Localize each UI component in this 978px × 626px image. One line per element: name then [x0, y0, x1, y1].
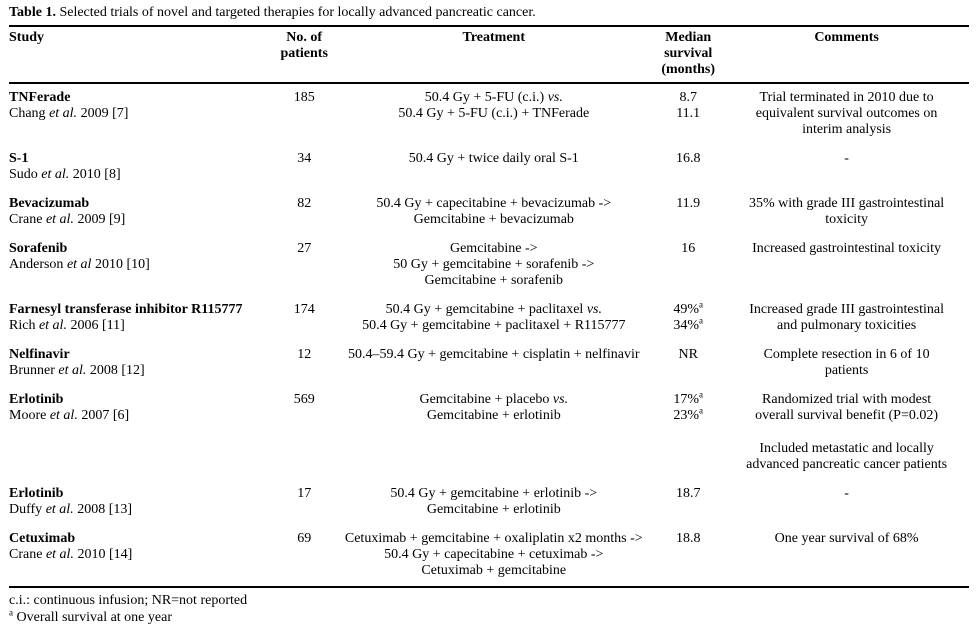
study-cell [9, 341, 273, 386]
table-row-bevacizumab [9, 190, 969, 235]
study-reference: Crane et al. 2010 [14] [9, 547, 133, 562]
study-reference: Crane et al. 2009 [9] [9, 212, 126, 227]
study-reference: Duffy et al. 2008 [13] [9, 502, 133, 517]
comments-cell [724, 83, 969, 145]
treatment-cell [335, 525, 652, 587]
patients-cell [273, 145, 335, 190]
treatment-line: Cetuximab + gemcitabine [421, 563, 567, 578]
treatment-line: Gemcitabine + placebo vs. [419, 392, 569, 407]
study-name: Bevacizumab [9, 196, 90, 211]
footnote-marker: a [699, 405, 704, 416]
patients-cell [273, 386, 335, 480]
treatment-cell [335, 480, 652, 525]
median-survival-cell [652, 386, 724, 480]
column-header-comments: Comments [724, 26, 969, 83]
comments-cell [724, 525, 969, 587]
patients-cell [273, 480, 335, 525]
study-name: Farnesyl transferase inhibitor R115777 [9, 302, 243, 317]
comments-cell [724, 341, 969, 386]
study-reference: Moore et al. 2007 [6] [9, 408, 130, 423]
treatment-line: Gemcitabine + sorafenib [424, 273, 564, 288]
footnote-overall-survival: $^a$ Overall survival at one year [9, 607, 172, 625]
treatment-cell [335, 386, 652, 480]
survival-value: 11.9 [676, 196, 701, 211]
comments-cell [724, 190, 969, 235]
treatment-cell [335, 341, 652, 386]
patients-count: 12 [297, 347, 312, 362]
study-reference: Brunner et al. 2008 [12] [9, 363, 145, 378]
table-title-text: Selected trials of novel and targeted therapies for locally advanced pancreatic cancer. [55, 5, 536, 20]
treatment-line: 50 Gy + gemcitabine + sorafenib -> [393, 257, 595, 272]
survival-value: 16 [681, 241, 696, 256]
treatment-line: Gemcitabine + bevacizumab [413, 212, 574, 227]
study-reference: Rich et al. 2006 [11] [9, 318, 125, 333]
table-header [9, 26, 969, 83]
comment-line: Complete resection in 6 of 10 [763, 347, 930, 362]
survival-value: 11.1 [676, 106, 701, 121]
survival-value: 18.7 [675, 486, 701, 501]
patients-count: 174 [293, 302, 315, 317]
treatment-cell [335, 190, 652, 235]
comment-line: 35% with grade III gastrointestinal [749, 196, 945, 211]
patients-count: 27 [297, 241, 312, 256]
median-survival-cell [652, 480, 724, 525]
study-cell [9, 480, 273, 525]
patients-count: 185 [293, 90, 315, 105]
comment-line: overall survival benefit (P=0.02) [755, 408, 939, 423]
treatment-line: Gemcitabine + erlotinib [426, 502, 561, 517]
comments-cell [724, 145, 969, 190]
table-row-nelfinavir [9, 341, 969, 386]
comment-line: One year survival of 68% [774, 531, 919, 546]
study-name: Erlotinib [9, 486, 64, 501]
comment-line: Increased grade III gastrointestinal [749, 302, 944, 317]
comment-line: advanced pancreatic cancer patients [746, 457, 948, 472]
comment-line: Increased gastrointestinal toxicity [752, 241, 942, 256]
table-row-sorafenib [9, 235, 969, 296]
study-name: TNFerade [9, 90, 71, 105]
treatment-line: 50.4 Gy + 5-FU (c.i.) + TNFerade [398, 106, 590, 121]
table-title-label: Table 1. [9, 5, 56, 20]
survival-value: NR [678, 347, 698, 362]
patients-cell [273, 190, 335, 235]
comment-line: Trial terminated in 2010 due to [759, 90, 934, 105]
treatment-line: 50.4 Gy + gemcitabine + paclitaxel + R115777 [362, 318, 626, 333]
patients-cell [273, 83, 335, 145]
median-survival-cell [652, 145, 724, 190]
study-name: Nelfinavir [9, 347, 70, 362]
treatment-cell [335, 296, 652, 341]
table-row-erlotinib-moore [9, 386, 969, 480]
survival-value: 34%$^a$ [673, 315, 704, 333]
comment-line: - [844, 486, 849, 501]
survival-value: 18.8 [675, 531, 701, 546]
median-survival-cell [652, 296, 724, 341]
footnote-abbreviations: c.i.: continuous infusion; NR=not reported [9, 593, 248, 608]
study-cell [9, 235, 273, 296]
column-header-median-survival: Median survival (months) [652, 26, 724, 83]
patients-cell [273, 235, 335, 296]
survival-value: 23%$^a$ [673, 405, 704, 423]
treatment-line: 50.4 Gy + capecitabine + bevacizumab -> [376, 196, 612, 211]
comments-cell [724, 235, 969, 296]
table-title [9, 3, 969, 25]
table-row-cetuximab [9, 525, 969, 587]
patients-count: 69 [297, 531, 312, 546]
comments-cell [724, 296, 969, 341]
treatment-line: Gemcitabine -> [449, 241, 538, 256]
survival-value: 16.8 [675, 151, 701, 166]
patients-count: 82 [297, 196, 312, 211]
survival-value: 8.7 [679, 90, 697, 105]
table-row-erlotinib-duffy [9, 480, 969, 525]
patients-cell [273, 525, 335, 587]
table-row-s1 [9, 145, 969, 190]
study-cell [9, 145, 273, 190]
table-row-tnferade [9, 83, 969, 145]
header-row [9, 26, 969, 83]
treatment-cell [335, 145, 652, 190]
study-cell [9, 525, 273, 587]
patients-cell [273, 341, 335, 386]
footnote-marker: a [699, 315, 704, 326]
comment-line: and pulmonary toxicities [776, 318, 917, 333]
comment-line: - [844, 151, 849, 166]
comment-line: interim analysis [802, 122, 892, 137]
column-header-treatment: Treatment [335, 26, 652, 83]
comment-line: Randomized trial with modest [762, 392, 932, 407]
survival-value: 49%$^a$ [673, 299, 704, 317]
study-cell [9, 386, 273, 480]
treatment-cell [335, 83, 652, 145]
column-header-study: Study [9, 26, 273, 83]
footnote-marker: a [699, 299, 704, 310]
treatment-line: 50.4 Gy + capecitabine + cetuximab -> [384, 547, 604, 562]
footnote-marker: a [699, 389, 704, 400]
comment-line: equivalent survival outcomes on [755, 106, 938, 121]
column-header-patients: No. of patients [273, 26, 335, 83]
treatment-line: 50.4 Gy + 5-FU (c.i.) vs. [424, 90, 563, 105]
study-reference: Anderson et al 2010 [10] [9, 257, 150, 272]
study-name: S-1 [9, 151, 29, 166]
median-survival-cell [652, 83, 724, 145]
median-survival-cell [652, 190, 724, 235]
study-cell [9, 83, 273, 145]
study-cell [9, 296, 273, 341]
comment-line: Included metastatic and locally [759, 441, 934, 456]
study-name: Erlotinib [9, 392, 64, 407]
trials-table [9, 25, 969, 588]
treatment-line: 50.4 Gy + gemcitabine + paclitaxel vs. [385, 302, 602, 317]
treatment-line: 50.4 Gy + gemcitabine + erlotinib -> [390, 486, 598, 501]
treatment-line: Gemcitabine + erlotinib [426, 408, 561, 423]
median-survival-cell [652, 341, 724, 386]
treatment-line: 50.4 Gy + twice daily oral S-1 [408, 151, 579, 166]
median-survival-cell [652, 235, 724, 296]
study-reference: Chang et al. 2009 [7] [9, 106, 129, 121]
treatment-line: 50.4–59.4 Gy + gemcitabine + cisplatin + nelfinavir [348, 347, 640, 362]
survival-value: 17%$^a$ [673, 389, 704, 407]
table-body [9, 83, 969, 587]
study-reference: Sudo et al. 2010 [8] [9, 167, 121, 182]
patients-cell [273, 296, 335, 341]
treatment-line: Cetuximab + gemcitabine + oxaliplatin x2 months -> [344, 531, 643, 546]
comments-cell [724, 386, 969, 480]
patients-count: 17 [297, 486, 312, 501]
median-survival-cell [652, 525, 724, 587]
patients-count: 569 [293, 392, 315, 407]
comment-line: patients [824, 363, 869, 378]
footnote-marker: a [9, 607, 13, 618]
study-cell [9, 190, 273, 235]
comment-line: toxicity [825, 212, 868, 227]
patients-count: 34 [297, 151, 312, 166]
study-name: Sorafenib [9, 241, 68, 256]
study-name: Cetuximab [9, 531, 76, 546]
table-row-r115777 [9, 296, 969, 341]
comments-cell [724, 480, 969, 525]
treatment-cell [335, 235, 652, 296]
table-footnotes [9, 588, 969, 626]
